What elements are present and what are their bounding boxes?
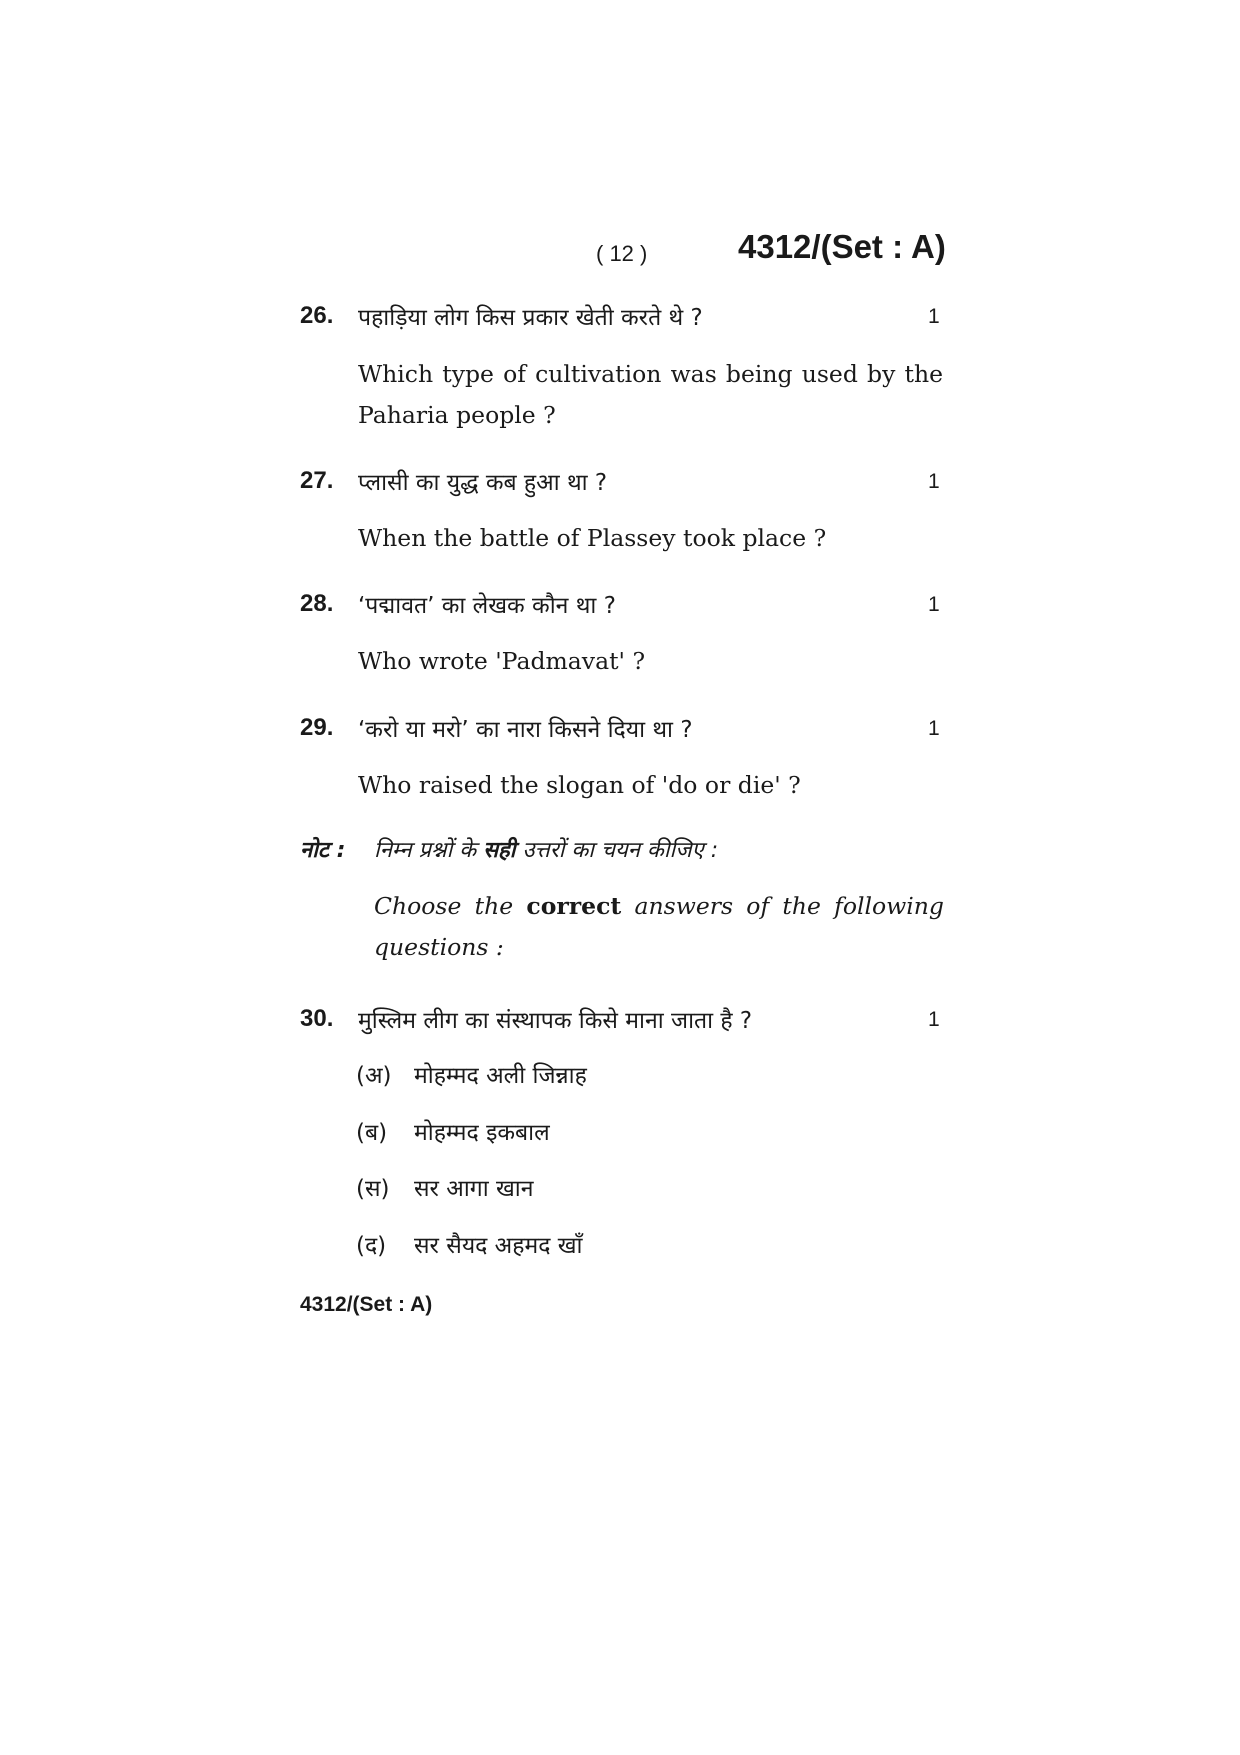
question-english: Who wrote 'Padmavat' ? bbox=[358, 647, 646, 675]
question-marks: 1 bbox=[928, 1008, 940, 1031]
question-marks: 1 bbox=[928, 305, 940, 328]
question-hindi: ‘पद्मावत’ का लेखक कौन था ? bbox=[358, 593, 616, 619]
note-english bbox=[374, 886, 944, 968]
question-number: 26. bbox=[300, 302, 334, 329]
question-number: 30. bbox=[300, 1005, 334, 1032]
question-marks: 1 bbox=[928, 470, 940, 493]
page-number: ( 12 ) bbox=[596, 241, 648, 266]
paper-code-header: 4312/(Set : A) bbox=[738, 228, 946, 265]
note-hindi-bold: सही bbox=[483, 838, 516, 863]
note-hindi-before: निम्न प्रश्नों के bbox=[374, 838, 477, 863]
option-label: (द) bbox=[356, 1233, 387, 1259]
question-number: 27. bbox=[300, 467, 334, 494]
option-text: सर आगा खान bbox=[414, 1176, 534, 1202]
note-hindi bbox=[374, 834, 718, 864]
option-text: मोहम्मद अली जिन्नाह bbox=[414, 1063, 587, 1089]
note-english-before: Choose the bbox=[374, 892, 514, 920]
question-hindi: ‘करो या मरो’ का नारा किसने दिया था ? bbox=[358, 717, 693, 743]
note-english-bold: correct bbox=[526, 892, 622, 920]
paper-code-footer: 4312/(Set : A) bbox=[300, 1293, 433, 1316]
option-label: (अ) bbox=[356, 1063, 392, 1089]
option-label: (स) bbox=[356, 1176, 390, 1202]
question-number: 29. bbox=[300, 714, 334, 741]
option-text: सर सैयद अहमद खाँ bbox=[414, 1233, 583, 1259]
question-marks: 1 bbox=[928, 593, 940, 616]
question-number: 28. bbox=[300, 590, 334, 617]
note-hindi-after: उत्तरों का चयन कीजिए : bbox=[522, 838, 719, 863]
question-hindi: प्लासी का युद्ध कब हुआ था ? bbox=[358, 470, 608, 496]
question-hindi: पहाड़िया लोग किस प्रकार खेती करते थे ? bbox=[358, 305, 703, 331]
question-hindi: मुस्लिम लीग का संस्थापक किसे माना जाता है ? bbox=[358, 1008, 753, 1034]
option-text: मोहम्मद इकबाल bbox=[414, 1120, 550, 1146]
note-english-after: answers of the following questions : bbox=[374, 892, 944, 961]
question-english: When the battle of Plassey took place ? bbox=[358, 524, 827, 552]
option-label: (ब) bbox=[356, 1120, 388, 1146]
question-english: Who raised the slogan of 'do or die' ? bbox=[358, 771, 801, 799]
question-english: Which type of cultivation was being used by the Paharia people ? bbox=[358, 360, 943, 429]
note-label: नोट : bbox=[300, 838, 346, 863]
question-marks: 1 bbox=[928, 717, 940, 740]
